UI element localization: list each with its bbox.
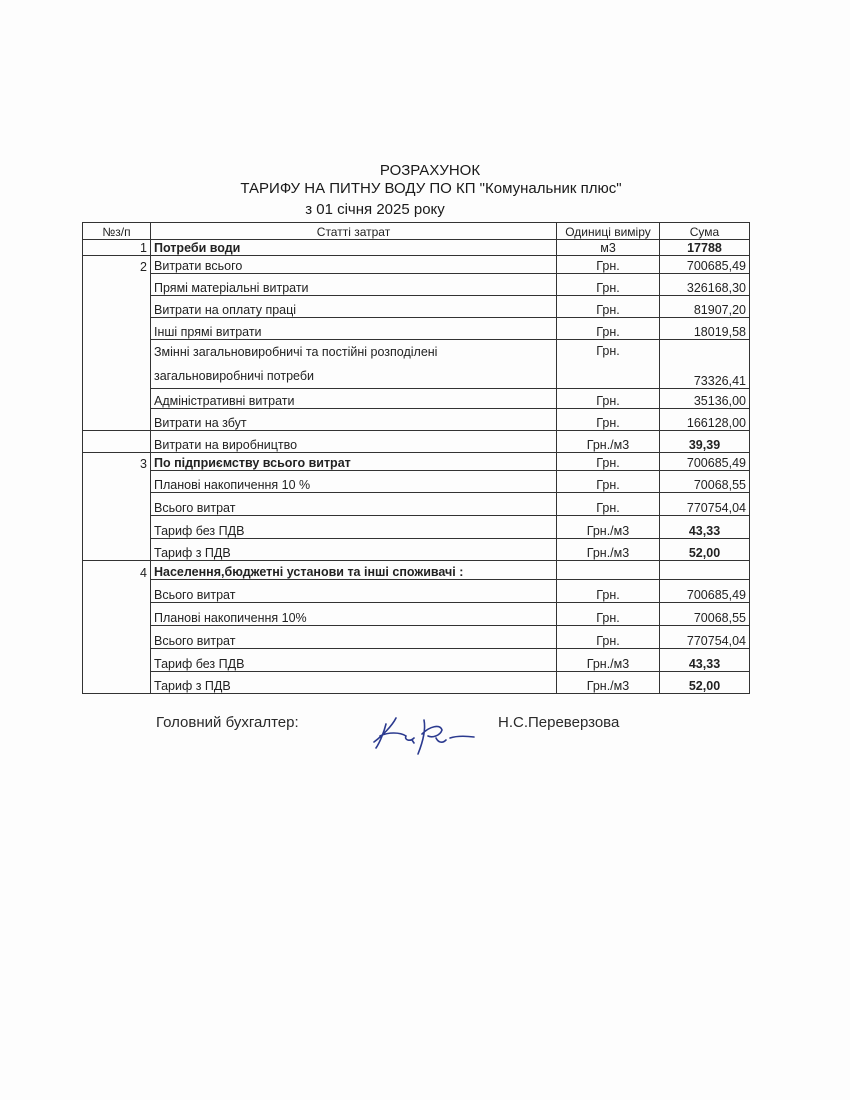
row-article: Витрати на збут: [151, 409, 557, 431]
table-row: [83, 340, 750, 389]
row-number: [83, 389, 151, 409]
table-row: [83, 649, 750, 672]
row-article: [151, 340, 557, 389]
table-row: [83, 561, 750, 580]
row-number: [83, 516, 151, 539]
row-unit: Грн.: [557, 256, 660, 274]
table-row: [83, 580, 750, 603]
row-sum: 52,00: [660, 672, 750, 694]
row-number: [83, 493, 151, 516]
row-article: Всього витрат: [151, 626, 557, 649]
row-unit: Грн./м3: [557, 539, 660, 561]
signature-image: [366, 714, 478, 756]
row-article: Прямі матеріальні витрати: [151, 274, 557, 296]
column-header-sum: Сума: [660, 223, 750, 240]
row-unit: Грн./м3: [557, 672, 660, 694]
table-row: [83, 274, 750, 296]
row-number: [83, 603, 151, 626]
row-sum: 39,39: [660, 431, 750, 453]
row-number: [83, 340, 151, 389]
row-sum: 18019,58: [660, 318, 750, 340]
row-unit: Грн.: [557, 580, 660, 603]
row-unit: Грн.: [557, 296, 660, 318]
column-header-article: Статті затрат: [151, 223, 557, 240]
row-article-line1: Змінні загальновиробничі та постійні розподілені: [154, 345, 438, 359]
cost-table: [82, 222, 750, 694]
row-unit: Грн./м3: [557, 649, 660, 672]
table-row: [83, 453, 750, 471]
document-title: РОЗРАХУНОК: [379, 162, 481, 179]
column-header-unit: Одиниці виміру: [557, 223, 660, 240]
row-article: Планові накопичення 10%: [151, 603, 557, 626]
row-article: Населення,бюджетні установи та інші споживачі :: [151, 561, 557, 580]
row-sum: [660, 561, 750, 580]
table-row: [83, 626, 750, 649]
row-number: [83, 672, 151, 694]
row-number: [83, 539, 151, 561]
table-row: [83, 240, 750, 256]
row-unit: Грн.: [557, 318, 660, 340]
row-article: Планові накопичення 10 %: [151, 471, 557, 493]
row-number: 3: [83, 453, 151, 471]
row-article: Потреби води: [151, 240, 557, 256]
row-article: Витрати на оплату праці: [151, 296, 557, 318]
row-sum: 70068,55: [660, 603, 750, 626]
table-row: [83, 256, 750, 274]
row-article: Адміністративні витрати: [151, 389, 557, 409]
document-date: з 01 січня 2025 року: [305, 201, 445, 218]
row-article: Тариф без ПДВ: [151, 649, 557, 672]
table-row: [83, 389, 750, 409]
row-unit: Грн.: [557, 471, 660, 493]
column-header-number: №з/п: [83, 223, 151, 240]
row-sum: 43,33: [660, 649, 750, 672]
row-unit: Грн.: [557, 626, 660, 649]
table-row: [83, 603, 750, 626]
row-unit: Грн.: [557, 453, 660, 471]
row-article: Тариф з ПДВ: [151, 672, 557, 694]
table-row: [83, 672, 750, 694]
row-number: [83, 580, 151, 603]
row-unit: Грн./м3: [557, 431, 660, 453]
row-article: Витрати на виробництво: [151, 431, 557, 453]
row-article: Всього витрат: [151, 580, 557, 603]
row-sum: 166128,00: [660, 409, 750, 431]
row-unit: Грн.: [557, 603, 660, 626]
row-article: Всього витрат: [151, 493, 557, 516]
row-number: [83, 649, 151, 672]
row-article: Витрати всього: [151, 256, 557, 274]
signer-name: Н.С.Переверзова: [498, 714, 620, 731]
row-unit: Грн.: [557, 340, 660, 389]
table-row: [83, 296, 750, 318]
table-row: [83, 516, 750, 539]
row-sum: 73326,41: [660, 340, 750, 389]
row-number: [83, 318, 151, 340]
row-number: [83, 431, 151, 453]
table-header: [83, 223, 750, 240]
row-sum: 700685,49: [660, 256, 750, 274]
table-row: [83, 539, 750, 561]
row-number: 2: [83, 256, 151, 274]
row-article: Тариф без ПДВ: [151, 516, 557, 539]
table-row: [83, 493, 750, 516]
row-sum: 700685,49: [660, 453, 750, 471]
table-row: [83, 431, 750, 453]
row-unit: Грн./м3: [557, 516, 660, 539]
row-unit: Грн.: [557, 389, 660, 409]
row-sum: 770754,04: [660, 493, 750, 516]
row-article: Інші прямі витрати: [151, 318, 557, 340]
row-unit: Грн.: [557, 409, 660, 431]
row-number: [83, 274, 151, 296]
row-article: По підприємству всього витрат: [151, 453, 557, 471]
table-row: [83, 471, 750, 493]
table-row: [83, 409, 750, 431]
row-sum: 70068,55: [660, 471, 750, 493]
table-row: [83, 318, 750, 340]
row-sum: 700685,49: [660, 580, 750, 603]
row-sum: 326168,30: [660, 274, 750, 296]
signer-label: Головний бухгалтер:: [156, 714, 299, 731]
row-article-line2: загальновиробничі потреби: [154, 369, 314, 383]
row-unit: Грн.: [557, 493, 660, 516]
row-number: [83, 409, 151, 431]
row-sum: 770754,04: [660, 626, 750, 649]
row-number: [83, 626, 151, 649]
row-unit: Грн.: [557, 274, 660, 296]
row-unit: [557, 561, 660, 580]
row-sum: 81907,20: [660, 296, 750, 318]
document-subtitle: ТАРИФУ НА ПИТНУ ВОДУ ПО КП "Комунальник плюс": [240, 180, 622, 197]
row-number: 4: [83, 561, 151, 580]
row-sum: 35136,00: [660, 389, 750, 409]
row-number: [83, 296, 151, 318]
row-sum: 52,00: [660, 539, 750, 561]
row-unit: м3: [557, 240, 660, 256]
row-number: 1: [83, 240, 151, 256]
row-sum: 43,33: [660, 516, 750, 539]
row-number: [83, 471, 151, 493]
row-sum: 17788: [660, 240, 750, 256]
row-article: Тариф з ПДВ: [151, 539, 557, 561]
